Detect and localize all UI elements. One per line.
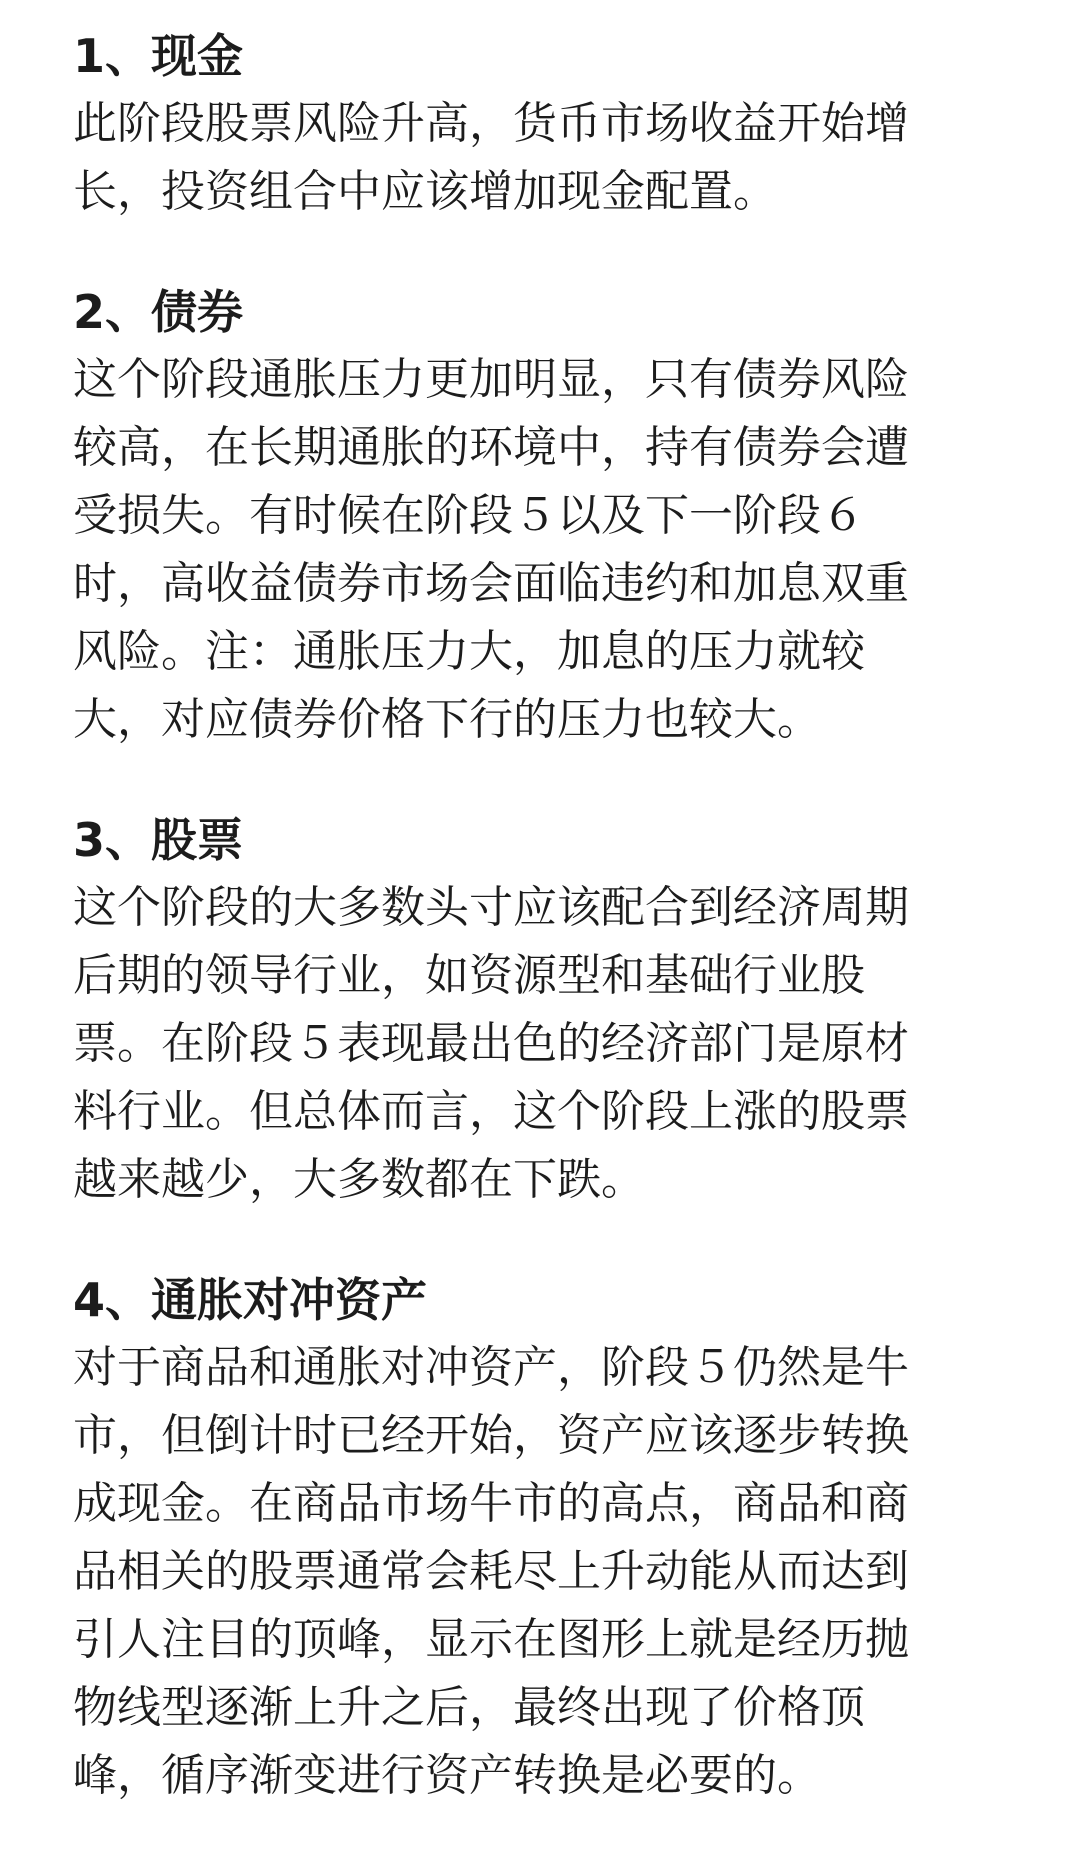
paragraph-line: 对于商品和通胀对冲资产，阶段５仍然是牛	[73, 1342, 909, 1393]
section-heading: 4、通胀对冲资产	[73, 1273, 428, 1327]
paragraph-line: 成现金。在商品市场牛市的高点，商品和商	[73, 1478, 909, 1529]
paragraph-line: 物线型逐渐上升之后，最终出现了价格顶	[73, 1682, 865, 1733]
paragraph-line: 品相关的股票通常会耗尽上升动能从而达到	[73, 1546, 909, 1597]
paragraph-line: 风险。注：通胀压力大，加息的压力就较	[73, 626, 865, 677]
paragraph-line: 料行业。但总体而言，这个阶段上涨的股票	[73, 1086, 909, 1137]
section-cash	[73, 22, 1003, 226]
section-heading: 2、债券	[73, 285, 244, 339]
paragraph-line: 这个阶段的大多数头寸应该配合到经济周期	[73, 882, 909, 933]
section-heading: 3、股票	[73, 813, 244, 867]
section-heading: 1、现金	[73, 29, 244, 83]
paragraph-line: 峰，循序渐变进行资产转换是必要的。	[73, 1750, 821, 1801]
paragraph-line: 时，高收益债券市场会面临违约和加息双重	[73, 558, 909, 609]
section-paragraph	[73, 346, 1003, 754]
paragraph-line: 受损失。有时候在阶段５以及下一阶段６	[73, 490, 865, 541]
paragraph-line: 较高，在长期通胀的环境中，持有债券会遭	[73, 422, 909, 473]
paragraph-line: 这个阶段通胀压力更加明显，只有债券风险	[73, 354, 909, 405]
paragraph-line: 引人注目的顶峰，显示在图形上就是经历抛	[73, 1614, 909, 1665]
section-stocks	[73, 806, 1003, 1214]
paragraph-line: 票。在阶段５表现最出色的经济部门是原材	[73, 1018, 909, 1069]
paragraph-line: 越来越少，大多数都在下跌。	[73, 1154, 645, 1205]
article-body	[73, 22, 1003, 1862]
paragraph-line: 市，但倒计时已经开始，资产应该逐步转换	[73, 1410, 909, 1461]
section-paragraph	[73, 90, 1003, 226]
paragraph-line: 长，投资组合中应该增加现金配置。	[73, 166, 777, 217]
paragraph-line: 此阶段股票风险升高，货币市场收益开始增	[73, 98, 909, 149]
paragraph-line: 后期的领导行业，如资源型和基础行业股	[73, 950, 865, 1001]
section-paragraph	[73, 1334, 1003, 1810]
section-bonds	[73, 278, 1003, 754]
section-inflation-hedge	[73, 1266, 1003, 1810]
paragraph-line: 大，对应债券价格下行的压力也较大。	[73, 694, 821, 745]
section-paragraph	[73, 874, 1003, 1214]
